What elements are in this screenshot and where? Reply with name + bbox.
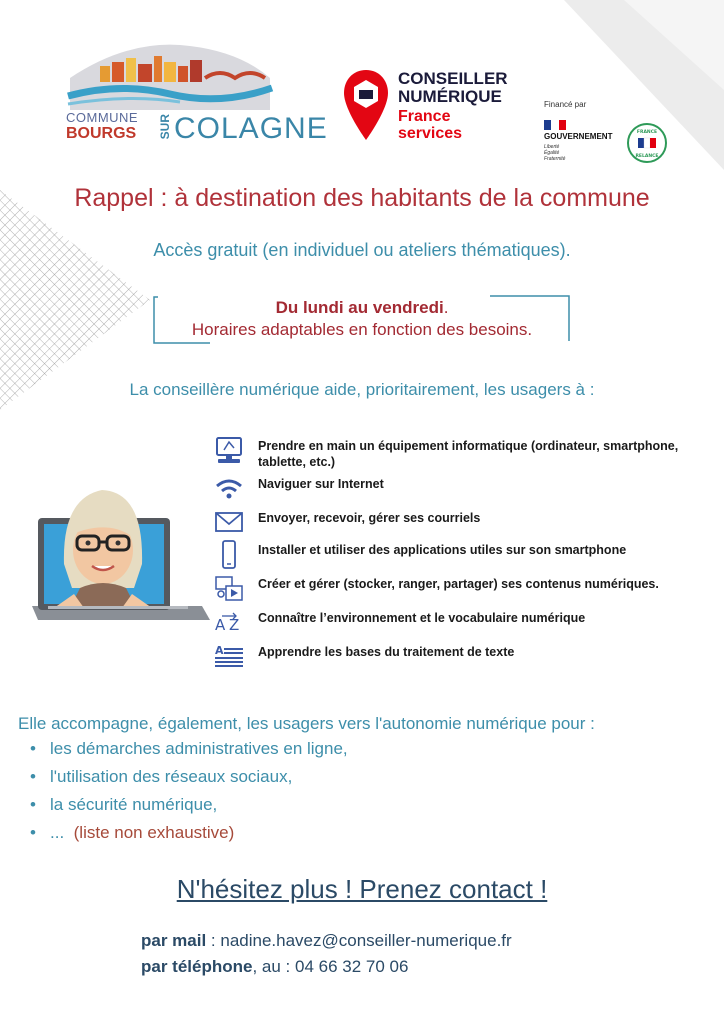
french-flag-icon bbox=[544, 120, 566, 130]
schedule-hours: Horaires adaptables en fonction des besoins. bbox=[191, 320, 533, 339]
computer-icon bbox=[212, 436, 246, 466]
conseiller-numerique-name: CONSEILLER NUMÉRIQUE bbox=[398, 69, 508, 106]
wifi-icon bbox=[212, 474, 246, 504]
list-item bbox=[212, 474, 702, 504]
call-to-action: N'hésitez plus ! Prenez contact ! bbox=[176, 874, 548, 904]
village-illustration bbox=[60, 38, 275, 110]
svg-text:FRANCE: FRANCE bbox=[636, 130, 658, 135]
page-title: Rappel : à destination des habitants de la commune bbox=[74, 184, 650, 212]
service-text: Créer et gérer (stocker, ranger, partager) ses contenus numériques. bbox=[258, 577, 659, 591]
autonomy-intro: Elle accompagne, également, les usagers vers l'autonomie numérique pour : bbox=[18, 714, 595, 733]
service-text: Envoyer, recevoir, gérer ses courriels bbox=[258, 511, 481, 525]
contact-block bbox=[141, 928, 512, 980]
media-files-icon bbox=[212, 574, 246, 604]
advisor-avatar bbox=[24, 478, 210, 630]
smartphone-icon bbox=[212, 540, 246, 570]
commune-logo bbox=[60, 38, 328, 153]
autonomy-list bbox=[30, 738, 348, 850]
finance-label: Financé par bbox=[544, 100, 587, 109]
service-text: Prendre en main un équipement informatique (ordinateur, smartphone, tablette, etc.) bbox=[258, 439, 679, 469]
list-item: • l'utilisation des réseaux sociaux, bbox=[30, 766, 348, 794]
sur-word: SUR bbox=[158, 114, 172, 140]
svg-text:Z: Z bbox=[229, 616, 240, 634]
svg-text:A: A bbox=[215, 644, 224, 657]
map-pin-icon bbox=[342, 68, 390, 142]
list-item bbox=[212, 642, 702, 672]
services-intro: La conseillère numérique aide, prioritairement, les usagers à : bbox=[129, 380, 595, 399]
commune-wordmark bbox=[66, 110, 328, 145]
service-text: Installer et utiliser des applications utiles sur son smartphone bbox=[258, 543, 627, 557]
service-text: Naviguer sur Internet bbox=[258, 477, 384, 491]
svg-text:A: A bbox=[215, 616, 226, 634]
colagne-word: COLAGNE bbox=[174, 112, 328, 145]
free-access-text: Accès gratuit (en individuel ou ateliers thématiques). bbox=[153, 240, 571, 260]
gouvernement-logo bbox=[540, 100, 680, 170]
service-text: Apprendre les bases du traitement de texte bbox=[258, 645, 515, 659]
text-document-icon bbox=[212, 642, 246, 672]
email-address[interactable]: nadine.havez@conseiller-numerique.fr bbox=[220, 931, 512, 950]
svg-text:RELANCE: RELANCE bbox=[635, 154, 659, 159]
list-item bbox=[212, 574, 702, 604]
contact-phone: par téléphone, au : 04 66 32 70 06 bbox=[141, 957, 409, 976]
list-item bbox=[212, 508, 702, 538]
phone-number[interactable]: 04 66 32 70 06 bbox=[295, 957, 409, 976]
gouvernement-label: GOUVERNEMENT bbox=[544, 132, 613, 141]
list-item bbox=[212, 436, 702, 469]
republic-motto: Liberté Égalité Fraternité bbox=[544, 144, 566, 162]
list-item: • les démarches administratives en ligne, bbox=[30, 738, 348, 766]
envelope-icon bbox=[212, 508, 246, 538]
france-relance-logo bbox=[626, 122, 668, 164]
contact-mail: par mail : nadine.havez@conseiller-numerique.fr bbox=[141, 931, 512, 950]
list-item bbox=[212, 608, 702, 638]
commune-word: COMMUNE bbox=[66, 110, 139, 125]
list-item: • ... (liste non exhaustive) bbox=[30, 822, 348, 850]
schedule-days: Du lundi au vendredi. bbox=[275, 298, 449, 317]
bourgs-word: BOURGS bbox=[66, 125, 137, 142]
list-item bbox=[212, 540, 702, 570]
list-item: • la sécurité numérique, bbox=[30, 794, 348, 822]
conseiller-numerique-logo bbox=[342, 68, 522, 148]
non-exhaustive-note: (liste non exhaustive) bbox=[73, 823, 235, 842]
a-to-z-icon bbox=[212, 608, 246, 638]
service-text: Connaître l’environnement et le vocabulaire numérique bbox=[258, 611, 586, 625]
france-services-name: France services bbox=[398, 108, 463, 142]
